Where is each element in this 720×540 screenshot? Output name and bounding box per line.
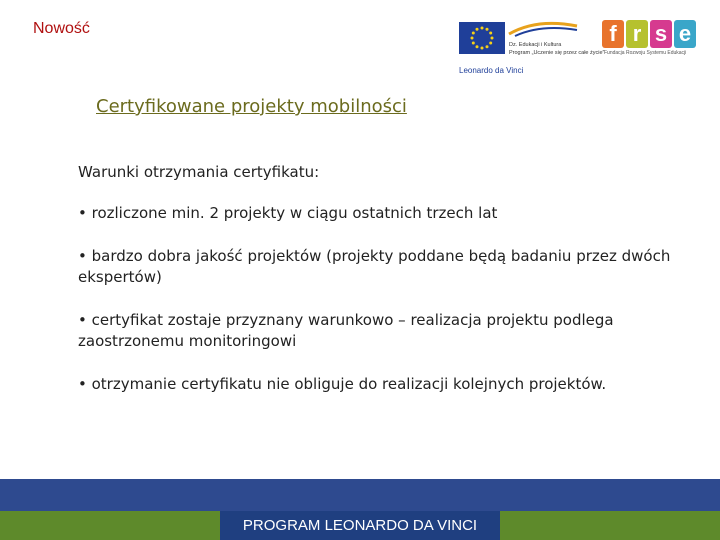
lead-text: Warunki otrzymania certyfikatu: xyxy=(78,163,320,181)
leonardo-line4: Leonardo da Vinci xyxy=(459,66,524,75)
list-item: • bardzo dobra jakość projektów (projekty poddane będą badaniu przez dwóch ekspertów) xyxy=(78,247,671,286)
list-item: • rozliczone min. 2 projekty w ciągu ostatnich trzech lat xyxy=(78,204,498,222)
frse-subtitle: Fundacja Rozwoju Systemu Edukacji xyxy=(604,50,687,56)
eu-flag-icon xyxy=(459,22,505,54)
leonardo-logo xyxy=(457,20,605,76)
frse-letter-r: r xyxy=(626,20,648,48)
leonardo-swoosh-icon xyxy=(507,20,579,38)
list-item: • otrzymanie certyfikatu nie obliguje do realizacji kolejnych projektów. xyxy=(78,375,607,393)
leonardo-line1: Dz. Edukacji i Kultura xyxy=(509,42,562,48)
frse-logo xyxy=(602,20,702,60)
new-badge: Nowość xyxy=(33,20,90,37)
leonardo-line2: Program „Uczenie się przez całe życie” xyxy=(509,50,605,56)
footer-program-label: PROGRAM LEONARDO DA VINCI xyxy=(220,511,500,540)
list-item: • certyfikat zostaje przyznany warunkowo – realizacja projektu podlega zaostrzonemu monitoringowi xyxy=(78,311,614,350)
frse-letters xyxy=(602,20,698,50)
frse-letter-s: s xyxy=(650,20,672,48)
frse-letter-e: e xyxy=(674,20,696,48)
content-body xyxy=(78,162,698,417)
page-title: Certyfikowane projekty mobilności xyxy=(96,96,407,117)
footer-band-blue xyxy=(0,479,720,511)
frse-letter-f: f xyxy=(602,20,624,48)
